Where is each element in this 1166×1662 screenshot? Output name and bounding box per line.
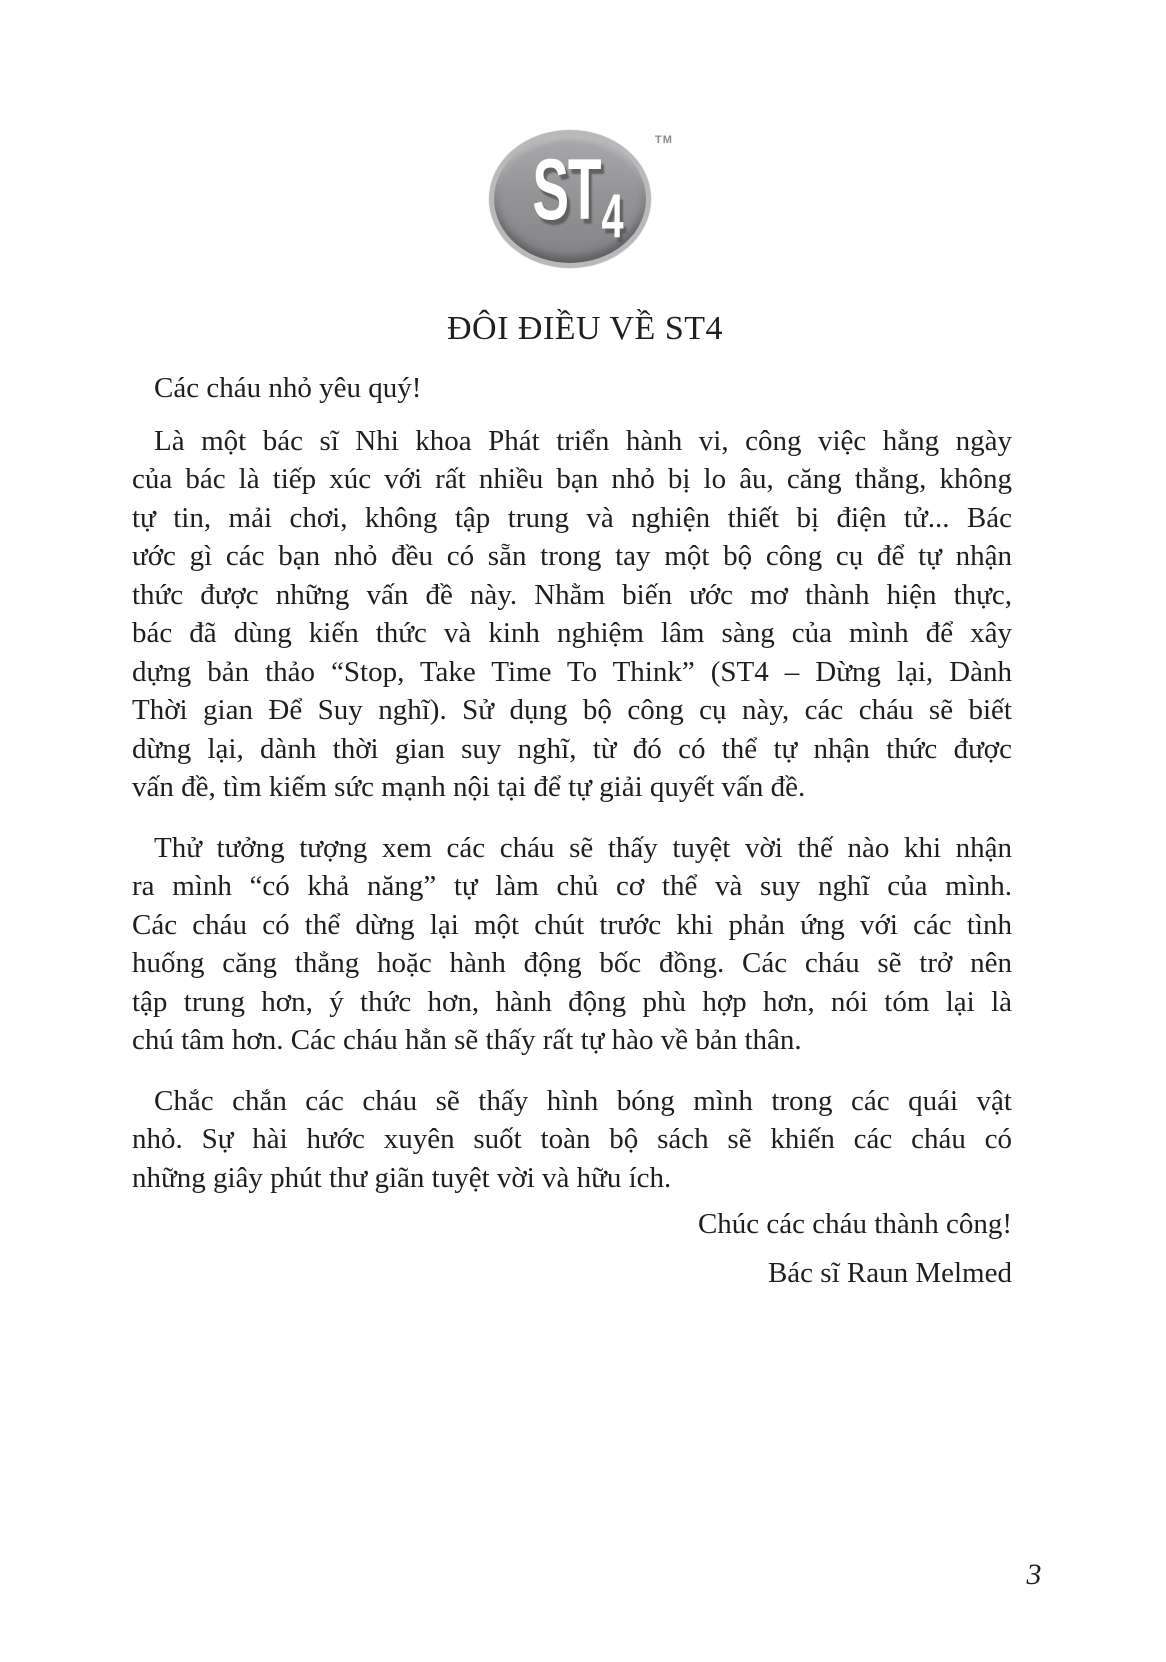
page-number: 3 — [1026, 1558, 1042, 1591]
text-line: Thử tưởng tượng xem các cháu sẽ thấy tuyệt vời thế nào khi nhận — [154, 831, 1012, 864]
signature-line: Bác sĩ Raun Melmed — [767, 1256, 1012, 1289]
page-title: ĐÔI ĐIỀU VỀ ST4 — [446, 310, 723, 347]
trademark-symbol: TM — [655, 134, 673, 146]
paragraphs — [132, 422, 1012, 1198]
closing-line: Chúc các cháu thành công! — [697, 1208, 1012, 1240]
text-line: tự tin, mải chơi, không tập trung và nghiện thiết bị điện tử... Bác — [132, 501, 1012, 534]
text-line: Các cháu có thể dừng lại một chút trước khi phản ứng với các tình — [132, 908, 1012, 941]
text-line: Thời gian Để Suy nghĩ). Sử dụng bộ công cụ này, các cháu sẽ biết — [132, 694, 1012, 726]
paragraph — [132, 1082, 1012, 1198]
salutation-line: Các cháu nhỏ yêu quý! — [154, 372, 422, 404]
paragraph — [132, 829, 1012, 1060]
text-line: của bác là tiếp xúc với rất nhiều bạn nhỏ bị lo âu, căng thẳng, không — [132, 463, 1012, 495]
logo-st-letters: ST — [532, 142, 601, 238]
body-text — [132, 369, 1012, 1292]
text-line: những giây phút thư giãn tuyệt vời và hữu ích. — [132, 1161, 672, 1194]
text-line: dừng lại, dành thời gian suy nghĩ, từ đó có thể tự nhận thức được — [132, 732, 1012, 765]
text-line: thức được những vấn đề này. Nhằm biến ước mơ thành hiện thực, — [132, 578, 1012, 611]
text-line: nhỏ. Sự hài hước xuyên suốt toàn bộ sách sẽ khiến các cháu có — [132, 1123, 1012, 1155]
logo-text — [526, 142, 630, 251]
logo-subscript-4: 4 — [601, 182, 624, 251]
text-line: Chắc chắn các cháu sẽ thấy hình bóng mình trong các quái vật — [154, 1084, 1012, 1117]
text-line: vấn đề, tìm kiếm sức mạnh nội tại để tự giải quyết vấn đề. — [132, 771, 806, 803]
text-line: chú tâm hơn. Các cháu hẳn sẽ thấy rất tự hào về bản thân. — [132, 1024, 802, 1056]
text-line: huống căng thẳng hoặc hành động bốc đồng. Các cháu sẽ trở nên — [132, 947, 1012, 979]
text-line: dựng bản thảo “Stop, Take Time To Think” (ST4 – Dừng lại, Dành — [132, 655, 1012, 688]
text-line: tập trung hơn, ý thức hơn, hành động phù hợp hơn, nói tóm lại là — [132, 985, 1012, 1018]
paragraph — [132, 422, 1012, 807]
st4-logo — [489, 130, 689, 275]
text-line: Là một bác sĩ Nhi khoa Phát triển hành vi, công việc hằng ngày — [154, 424, 1012, 457]
text-line: ra mình “có khả năng” tự làm chủ cơ thể và suy nghĩ của mình. — [132, 870, 1012, 902]
text-line: bác đã dùng kiến thức và kinh nghiệm lâm sàng của mình để xây — [132, 617, 1012, 649]
text-line: ước gì các bạn nhỏ đều có sẵn trong tay một bộ công cụ để tự nhận — [132, 540, 1012, 572]
